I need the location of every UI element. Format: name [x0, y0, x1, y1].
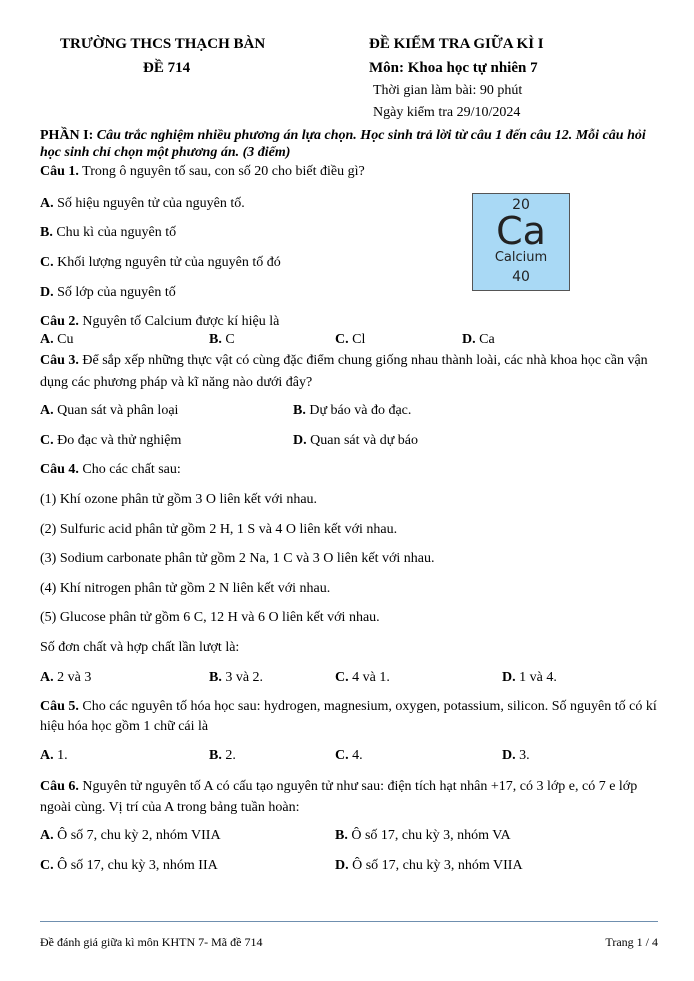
question-1: [40, 164, 365, 180]
q4-option-d[interactable]: [502, 670, 557, 686]
option-key: C.: [335, 748, 349, 763]
option-text: Cu: [57, 332, 74, 347]
option-key: A.: [40, 196, 54, 211]
q2-option-d[interactable]: [462, 332, 495, 348]
q5-option-a[interactable]: [40, 748, 68, 764]
q2-option-b[interactable]: [209, 332, 235, 348]
element-name: Calcium: [494, 250, 548, 265]
question-text: Cho các nguyên tố hóa học sau: hydrogen, magnesium, oxygen, potassium, silicon. Số nguyên tố có kí hiệu hóa học gồm 1 chữ cái là: [40, 699, 657, 734]
option-key: A.: [40, 670, 54, 685]
question-5: [40, 697, 660, 737]
question-4: [40, 462, 181, 478]
option-text: 2.: [225, 748, 236, 763]
option-key: D.: [502, 748, 516, 763]
q2-option-c[interactable]: [335, 332, 365, 348]
q4-item: (3) Sodium carbonate phân tử gồm 2 Na, 1 C và 3 O liên kết với nhau.: [40, 551, 435, 566]
subject: Môn: Khoa học tự nhiên 7: [369, 60, 538, 76]
option-text: Đo đạc và thử nghiệm: [57, 433, 182, 448]
option-key: D.: [335, 858, 349, 873]
question-label: Câu 3.: [40, 353, 79, 368]
q1-option-c[interactable]: [40, 255, 281, 271]
part1-heading: [40, 127, 655, 161]
option-key: D.: [293, 433, 307, 448]
exam-code: ĐỀ 714: [143, 60, 191, 76]
option-text: Ca: [479, 332, 495, 347]
q5-option-c[interactable]: [335, 748, 363, 764]
q4-item: (4) Khí nitrogen phân tử gồm 2 N liên kết với nhau.: [40, 581, 331, 596]
question-label: Câu 4.: [40, 462, 79, 477]
question-text: Trong ô nguyên tố sau, con số 20 cho biết điều gì?: [82, 164, 365, 179]
q4-option-b[interactable]: [209, 670, 263, 686]
part1-label: PHẦN I:: [40, 128, 94, 143]
option-text: Quan sát và dự báo: [310, 433, 419, 448]
option-key: C.: [40, 433, 54, 448]
q3-option-c[interactable]: [40, 433, 181, 449]
atomic-number: 20: [512, 197, 530, 213]
q3-option-b[interactable]: [293, 403, 411, 419]
q6-option-a[interactable]: [40, 828, 221, 844]
option-text: Khối lượng nguyên tử của nguyên tố đó: [57, 255, 281, 270]
option-text: 2 và 3: [57, 670, 92, 685]
question-6: [40, 776, 665, 818]
question-text: Cho các chất sau:: [82, 462, 181, 477]
option-text: 4 và 1.: [352, 670, 390, 685]
q1-option-b[interactable]: [40, 225, 176, 241]
option-key: A.: [40, 403, 54, 418]
option-key: B.: [209, 670, 222, 685]
q6-option-c[interactable]: [40, 858, 218, 874]
footer-left: Đề đánh giá giữa kì môn KHTN 7- Mã đề 714: [40, 935, 263, 949]
option-text: Ô số 17, chu kỳ 3, nhóm VIIA: [352, 858, 523, 873]
option-key: C.: [335, 670, 349, 685]
option-text: Số hiệu nguyên tử của nguyên tố.: [57, 196, 245, 211]
option-text: Cl: [352, 332, 366, 347]
q4-prompt: Số đơn chất và hợp chất lần lượt là:: [40, 640, 240, 655]
exam-title: ĐỀ KIỂM TRA GIỮA KÌ I: [369, 36, 544, 52]
q4-item: (5) Glucose phân tử gồm 6 C, 12 H và 6 O liên kết với nhau.: [40, 610, 380, 625]
option-text: Quan sát và phân loại: [57, 403, 179, 418]
option-text: 3 và 2.: [225, 670, 264, 685]
question-text: Để sắp xếp những thực vật có cùng đặc điểm chung giống nhau thành loài, các nhà khoa học cần vận dụng các phương pháp và kĩ năng nào dưới đây?: [40, 353, 648, 390]
q3-option-d[interactable]: [293, 433, 418, 449]
question-label: Câu 5.: [40, 699, 79, 714]
question-3: [40, 350, 660, 394]
option-text: 1 và 4.: [519, 670, 557, 685]
q4-option-c[interactable]: [335, 670, 390, 686]
option-key: C.: [40, 858, 54, 873]
q1-option-a[interactable]: [40, 196, 245, 212]
option-key: D.: [462, 332, 476, 347]
option-key: B.: [209, 748, 222, 763]
option-text: 4.: [352, 748, 363, 763]
option-key: D.: [502, 670, 516, 685]
q4-item: (1) Khí ozone phân tử gồm 3 O liên kết với nhau.: [40, 492, 318, 507]
option-key: C.: [335, 332, 349, 347]
option-text: Số lớp của nguyên tố: [57, 285, 176, 300]
question-text: Nguyên tử nguyên tố A có cấu tạo nguyên tử như sau: điện tích hạt nhân +17, có 3 lớp e, có 7 e lớp ngoài cùng. Vị trí của A trong bảng tuần hoàn:: [40, 779, 638, 815]
q1-option-d[interactable]: [40, 285, 176, 301]
exam-time: Thời gian làm bài: 90 phút: [373, 83, 523, 98]
q3-option-a[interactable]: [40, 403, 178, 419]
question-label: Câu 1.: [40, 164, 79, 179]
option-text: Ô số 17, chu kỳ 3, nhóm VA: [351, 828, 511, 843]
option-text: C: [225, 332, 235, 347]
element-symbol: Ca: [496, 209, 546, 253]
option-text: 1.: [57, 748, 68, 763]
q5-option-d[interactable]: [502, 748, 530, 764]
page-number: Trang 1 / 4: [605, 935, 658, 949]
option-text: Ô số 17, chu kỳ 3, nhóm IIA: [57, 858, 218, 873]
option-text: Dự báo và đo đạc.: [309, 403, 412, 418]
school-name: TRƯỜNG THCS THẠCH BÀN: [60, 36, 266, 52]
option-key: A.: [40, 828, 54, 843]
option-key: A.: [40, 332, 54, 347]
option-key: A.: [40, 748, 54, 763]
exam-date: Ngày kiểm tra 29/10/2024: [373, 105, 521, 120]
question-text: Nguyên tố Calcium được kí hiệu là: [82, 314, 280, 329]
q6-option-b[interactable]: [335, 828, 511, 844]
option-text: Ô số 7, chu kỳ 2, nhóm VIIA: [57, 828, 221, 843]
option-text: Chu kì của nguyên tố: [56, 225, 177, 240]
part1-instruction: Câu trắc nghiệm nhiều phương án lựa chọn. Học sinh trả lời từ câu 1 đến câu 12. Mỗi câu hỏi học sinh chỉ chọn một phương án. (3 điểm): [40, 128, 646, 160]
calcium-element-tile: [472, 193, 570, 291]
question-label: Câu 2.: [40, 314, 79, 329]
option-key: B.: [40, 225, 53, 240]
q4-option-a[interactable]: [40, 670, 91, 686]
option-key: C.: [40, 255, 54, 270]
atomic-mass: 40: [512, 269, 530, 285]
q6-option-d[interactable]: [335, 858, 523, 874]
q2-option-a[interactable]: [40, 332, 73, 348]
question-label: Câu 6.: [40, 779, 79, 794]
option-text: 3.: [519, 748, 530, 763]
footer-divider: [40, 921, 658, 922]
question-2: [40, 314, 279, 330]
option-key: B.: [209, 332, 222, 347]
option-key: B.: [335, 828, 348, 843]
q4-item: (2) Sulfuric acid phân tử gồm 2 H, 1 S và 4 O liên kết với nhau.: [40, 522, 398, 537]
option-key: D.: [40, 285, 54, 300]
option-key: B.: [293, 403, 306, 418]
q5-option-b[interactable]: [209, 748, 236, 764]
